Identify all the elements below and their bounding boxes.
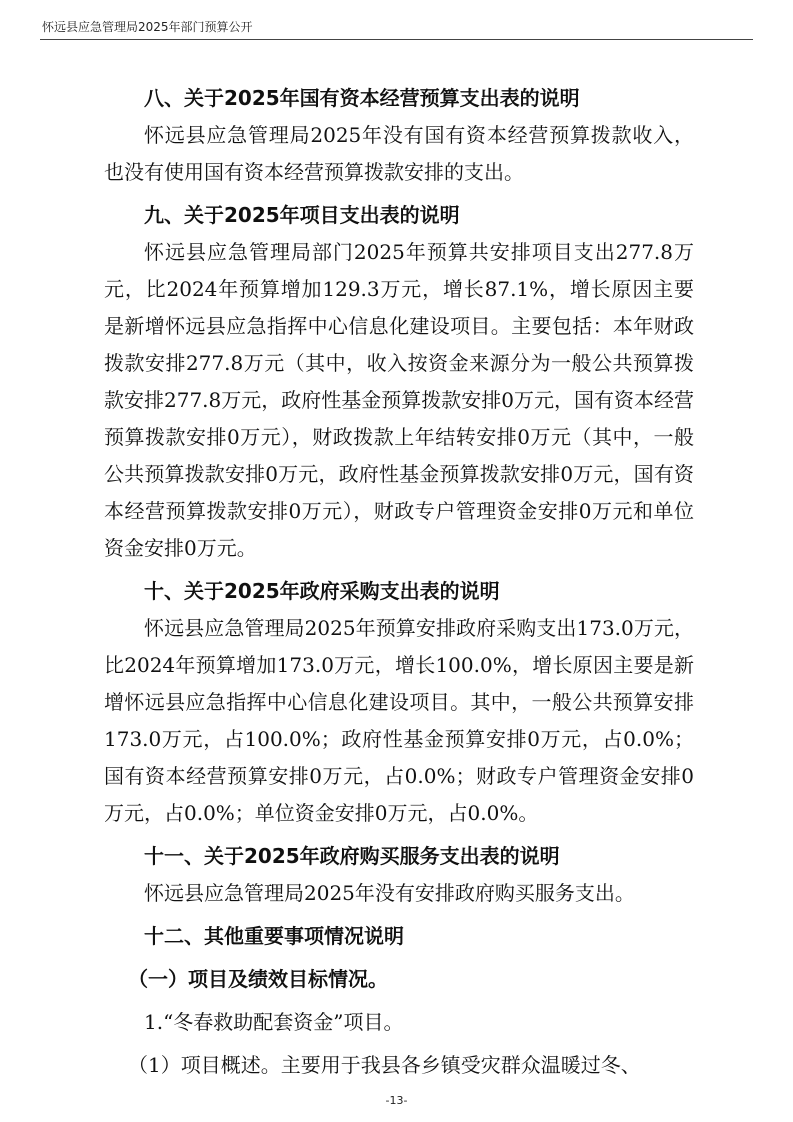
section-12-heading: 十二、其他重要事项情况说明 [144,924,404,948]
section-8-heading: 八、关于2025年国有资本经营预算支出表的说明 [144,86,580,110]
section-11-paragraph: 怀远县应急管理局2025年没有安排政府购买服务支出。 [144,881,635,905]
page-header [40,16,753,40]
section-10-heading: 十、关于2025年政府采购支出表的说明 [144,579,500,603]
header-rule [40,39,753,40]
header-title: 怀远县应急管理局2025年部门预算公开 [42,20,253,34]
item-1-1-paragraph: （1）项目概述。主要用于我县各乡镇受灾群众温暖过冬、 [128,1053,641,1077]
item-1-title: 1.“冬春救助配套资金”项目。 [144,1010,404,1034]
document-body [104,80,694,1084]
section-9-heading: 九、关于2025年项目支出表的说明 [144,203,460,227]
subsection-1-heading: （一）项目及绩效目标情况。 [128,967,388,991]
page-number: -13- [385,1094,408,1107]
section-9-paragraph: 怀远县应急管理局部门2025年预算共安排项目支出277.8万元，比2024年预算增加129.3万元，增长87.1%，增长原因主要是新增怀远县应急指挥中心信息化建设项目。主要包括：本年财政拨款安排277.8万元（其中，收入按资金来源分为一般公共预算拨款安排277.8万元，政府性基金预算拨款安排0万元，国有资本经营预算拨款安排0万元），财政拨款上年结转安排0万元（其中，一般公共预算拨款安排0万元，政府性基金预算拨款安排0万元，国有资本经营预算拨款安排0万元），财政专户管理资金安排0万元和单位资金安排0万元。 [104,240,694,560]
section-11-heading: 十一、关于2025年政府购买服务支出表的说明 [144,844,560,868]
section-8-paragraph: 怀远县应急管理局2025年没有国有资本经营预算拨款收入，也没有使用国有资本经营预算拨款安排的支出。 [104,123,694,184]
section-10-paragraph: 怀远县应急管理局2025年预算安排政府采购支出173.0万元，比2024年预算增加173.0万元，增长100.0%，增长原因主要是新增怀远县应急指挥中心信息化建设项目。其中，一般公共预算安排173.0万元，占100.0%；政府性基金预算安排0万元，占0.0%；国有资本经营预算安排0万元，占0.0%；财政专户管理资金安排0万元，占0.0%；单位资金安排0万元，占0.0%。 [104,616,694,825]
